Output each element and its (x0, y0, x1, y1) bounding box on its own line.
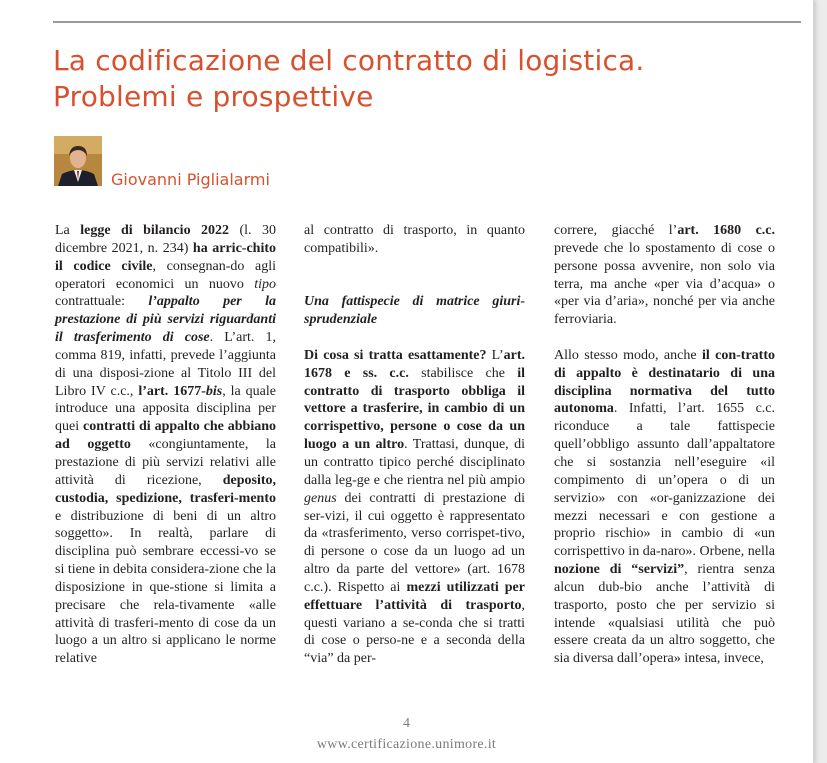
text-run: prevede che lo spostamento di cose o persone possa avvenire, non solo via terra, ma anche «per via d’acqua» o «per via d’aria», nonché per via anche ferroviaria. (554, 240, 775, 328)
text-run: correre, giacché l’ (554, 223, 678, 238)
text-run: stabilisce che (408, 365, 518, 381)
title-line-1: La codificazione del contratto di logistica. (53, 44, 645, 77)
paragraph-gap (554, 329, 775, 347)
text-run: mezzi utilizzati per effettuare l’attività di trasporto (304, 579, 525, 613)
text-run: genus (304, 490, 337, 506)
text-run: , questi variano a se-conda che si tratti di cose o perso-ne e a seconda della “via” da per- (304, 597, 525, 667)
text-run: nozione di “servizi” (554, 562, 685, 578)
text-run: legge di bilancio 2022 (80, 223, 230, 238)
text-run: , la quale introduce una apposita disciplina per quei (55, 383, 276, 435)
column-3 (554, 222, 775, 668)
column-3-paragraph-2 (554, 347, 775, 668)
text-run: , rientra senza alcun dub-bio anche l’attività di trasporto, posto che per servizio si intende «qualsiasi utilità che può essere creata da un altro soggetto, che sia diversa dall’opera» intesa, invece, (554, 562, 775, 667)
text-run: . Infatti, l’art. 1655 c.c. riconduce a tale fattispecie quell’obbligo assunto dall’appaltatore che si sostanzia nell’eseguire «il compimento di un’opera o di un servizio» con «or-ganizzazione dei mezzi necessari e con gestione a proprio rischio» in cambio di «un corrispettivo in da-naro». Orbene, nella (554, 401, 775, 560)
text-run: (l. 30 dicembre 2021, n. 234) (55, 223, 276, 256)
text-run: contratti di appalto che abbiano ad oggetto (55, 419, 276, 453)
text-run: «congiuntamente, la prestazione di più servizi relativi alle attività di ricezione, (55, 437, 276, 488)
footer-url[interactable]: www.certificazione.unimore.it (316, 737, 497, 752)
text-run: il contratto di trasporto obbliga il vettore a trasferire, in cambio di un corrispettivo, persone o cose da un luogo a un altro (304, 365, 525, 453)
text-run: . Trattasi, dunque, di un contratto tipico perché disciplinato dalla leg-ge e che rientra nel più ampio (304, 437, 526, 488)
author-photo (54, 136, 102, 186)
column-2-text (304, 347, 525, 668)
column-2 (304, 222, 525, 668)
text-run: bis (205, 383, 223, 399)
column-1 (55, 222, 276, 668)
text-run: , consegnan-do agli operatori economici un nuovo (55, 258, 276, 292)
text-run: Allo stesso modo, anche (554, 347, 702, 363)
text-run: dei contratti di prestazione di ser-vizi, il cui oggetto è rappresentato da «trasferimento, verso corrispet-tivo, di persone o cose da un luogo ad un altro da parte del vettore» (art. 1678 c.c.). Rispetto ai (304, 490, 525, 595)
text-run: contrattuale: (55, 294, 149, 310)
paragraph-gap (304, 276, 525, 294)
title-line-2: Problemi e prospettive (53, 80, 374, 113)
text-run: L’ (486, 347, 504, 363)
header-rule (53, 21, 801, 23)
text-run: La (55, 223, 81, 238)
paragraph-gap (304, 329, 525, 347)
text-run: tipo (254, 276, 276, 292)
column-1-text (55, 222, 276, 668)
paragraph-gap (304, 258, 525, 276)
text-run: art. 1678 e ss. c.c. (304, 347, 525, 381)
text-run: Di cosa si tratta esattamente? (304, 347, 487, 363)
text-run: e distribuzione di beni di un altro soggetto». In realtà, parlare di disciplina può sembrare eccessi-vo se si tiene in debita considera-zione che la disposizione in que-stione si limita a precisare che rela-tivamente «alle attività di trasferi-mento di cose da un luogo a un altro si applicano le norme relative (55, 508, 276, 667)
column-3-paragraph-1 (554, 222, 775, 329)
text-run: il con-tratto di appalto è destinatario di una disciplina normativa del tutto autonoma (554, 347, 775, 417)
column-2-intro: al contratto di trasporto, in quanto compatibili». (304, 223, 525, 256)
text-run: ha arric-chito il codice civile (55, 240, 276, 274)
section-heading: Una fattispecie di matrice giuri-sprudenziale (304, 294, 525, 328)
page-number: 4 (403, 716, 410, 731)
text-run: l’art. 1677- (138, 383, 206, 399)
article-title (53, 43, 793, 115)
text-run: art. 1680 c.c. (677, 223, 775, 238)
text-run: . L’art. 1, comma 819, infatti, prevede l’aggiunta di una disposi-zione al Titolo III del Libro IV c.c., (55, 330, 276, 399)
text-run: l’appalto per la prestazione di più servizi riguardanti il trasferimento di cose (55, 294, 277, 346)
author-name: Giovanni Piglialarmi (111, 170, 270, 189)
text-run: deposito, custodia, spedizione, trasferi-mento (55, 472, 276, 506)
